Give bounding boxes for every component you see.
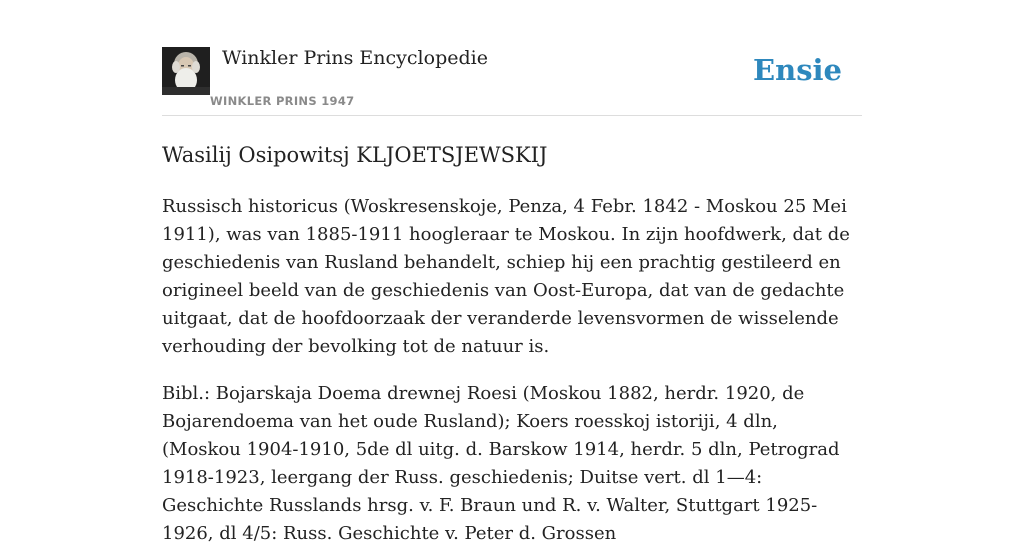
edition-label[interactable]: WINKLER PRINS 1947 (210, 94, 355, 108)
article (162, 140, 862, 548)
brand-logo[interactable]: Ensie (753, 53, 842, 87)
article-bibliography: Bibl.: Bojarskaja Doema drewnej Roesi (Moskou 1882, herdr. 1920, de Bojarendoema van het oude Rusland); Koers roesskoj istoriji, 4 dln, (Moskou 1904-1910, 5de dl uitg. d. Barskow 1914, herdr. 5 dln, Petrograd 1918-1923, leergang der Russ. geschiedenis; Duitse vert. dl 1—4: Geschichte Russlands hrsg. v. F. Braun und R. v. Walter, Stuttgart 1925-1926, dl 4/5: Russ. Geschichte v. Peter d. Grossen (162, 383, 840, 544)
site-title[interactable]: Winkler Prins Encyclopedie (222, 47, 488, 69)
site-header (162, 46, 862, 116)
article-title: Wasilij Osipowitsj KLJOETSJEWSKIJ (162, 143, 548, 167)
header-divider (162, 115, 862, 116)
portrait-image (162, 47, 210, 95)
avatar[interactable] (162, 47, 210, 95)
article-paragraph: Russisch historicus (Woskresenskoje, Penza, 4 Febr. 1842 - Moskou 25 Mei 1911), was van 1885-1911 hoogleraar te Moskou. In zijn hoofdwerk, dat de geschiedenis van Rusland behandelt, schiep hij een prachtig gestileerd en origineel beeld van de geschiedenis van Oost-Europa, dat van de gedachte uitgaat, dat de hoofdoorzaak der veranderde levensvormen de wisselende verhouding der bevolking tot de natuur is. (162, 196, 850, 357)
